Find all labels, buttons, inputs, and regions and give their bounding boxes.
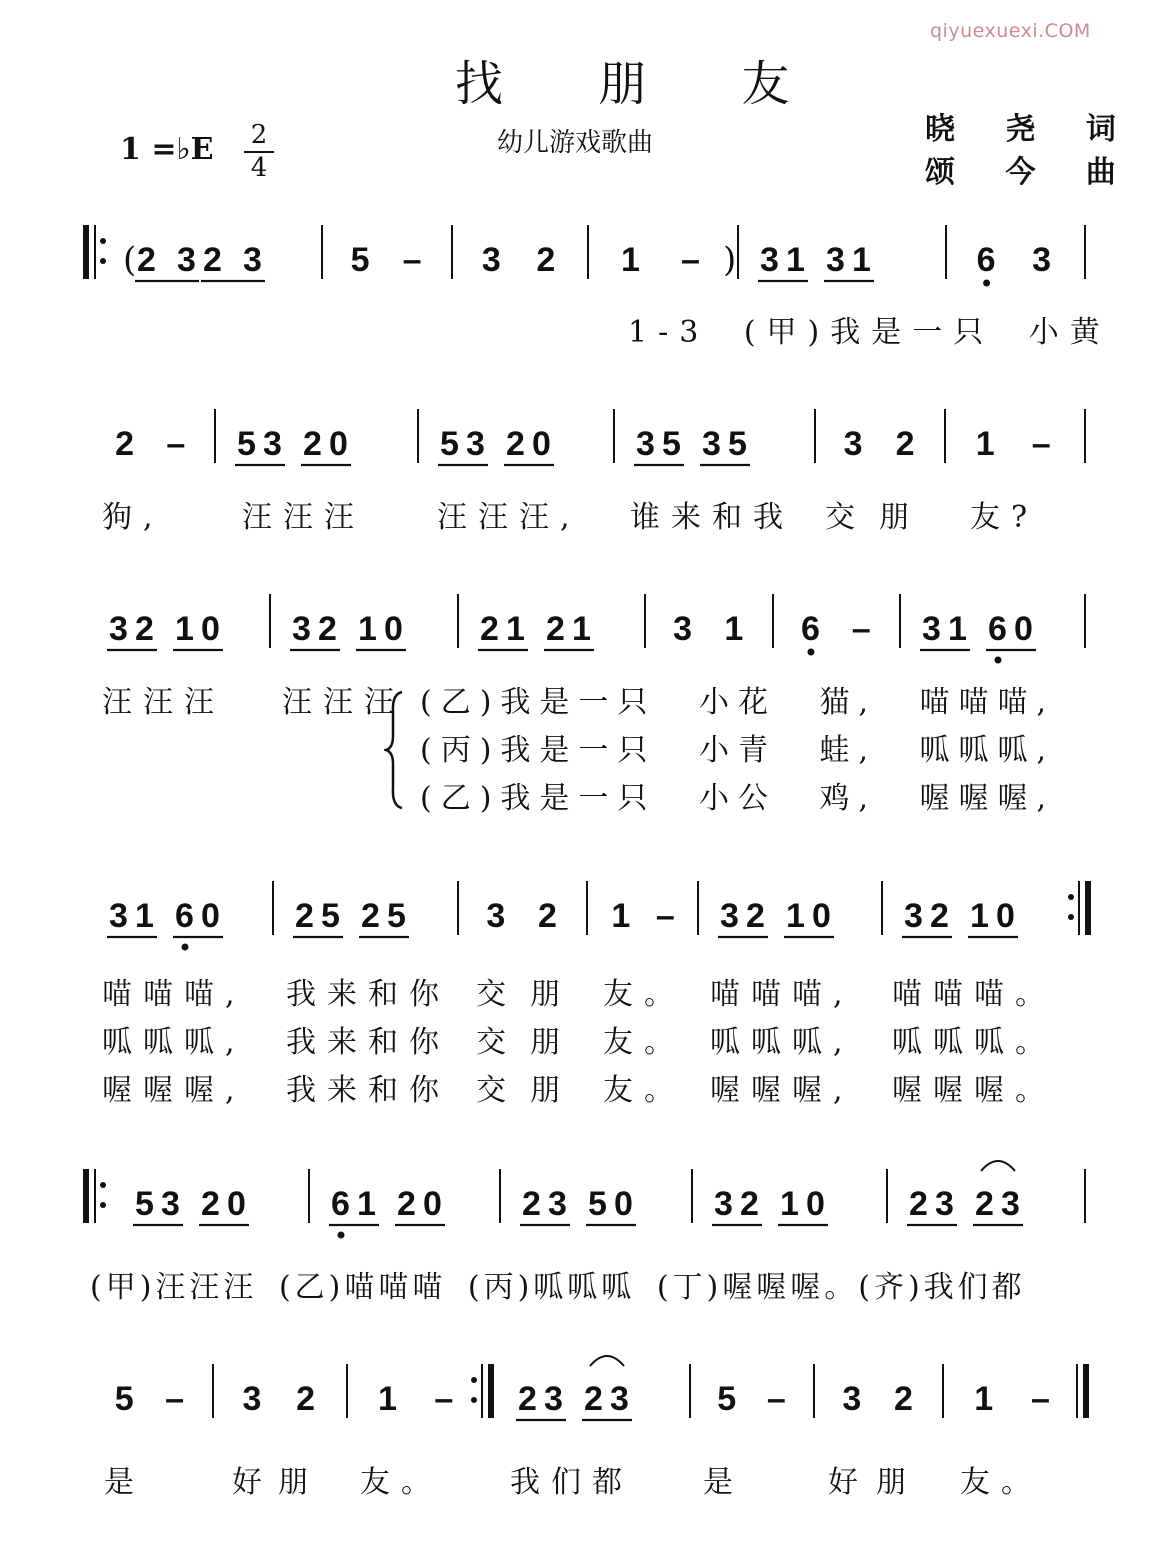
note-digit: 2 bbox=[536, 241, 556, 279]
lyric-word: 我来和你 bbox=[286, 1073, 450, 1108]
repeat-end-thick-bar bbox=[488, 1364, 494, 1418]
lyric-word: 喵喵喵, bbox=[710, 977, 854, 1012]
lyric-word: 呱呱呱。 bbox=[892, 1025, 1056, 1060]
repeat-start-thick-bar bbox=[83, 1169, 89, 1223]
lyric-word: 喔喔喔, bbox=[710, 1073, 854, 1108]
octave-dot bbox=[338, 1232, 345, 1239]
lyric-word: 交朋 bbox=[476, 1025, 584, 1060]
lyric-word: 呱呱呱, bbox=[710, 1025, 854, 1060]
note-digit: 3 bbox=[1001, 1185, 1020, 1223]
lyric-word: 友。 bbox=[960, 1465, 1042, 1500]
note-digit: 3 bbox=[826, 241, 845, 279]
lyric-word: 呱呱呱, bbox=[102, 1025, 246, 1060]
lyric-word: 交朋 bbox=[476, 1073, 584, 1108]
dash-note: – bbox=[166, 425, 186, 463]
note-digit: 5 bbox=[440, 425, 459, 463]
note-digit: 3 bbox=[177, 241, 196, 279]
note-digit: 2 bbox=[137, 241, 156, 279]
dash-note: – bbox=[165, 1380, 185, 1418]
note-digit: 1 bbox=[786, 897, 805, 935]
lyricist-credit: 晓 尧 词 bbox=[925, 112, 1136, 147]
lyric-word: 汪汪汪 bbox=[242, 500, 365, 535]
note-digit: 2 bbox=[506, 425, 525, 463]
lyric-word: 喵喵喵。 bbox=[892, 977, 1056, 1012]
note-digit: 6 bbox=[175, 897, 194, 935]
lyric-line-5: (甲)汪汪汪 (乙)喵喵喵 (丙)呱呱呱 (丁)喔喔喔。(齐)我们都 bbox=[90, 1270, 1026, 1305]
lyric-word: 友。 bbox=[603, 1073, 685, 1108]
dash-note: – bbox=[851, 610, 871, 648]
lyric-word: 友? bbox=[970, 500, 1039, 535]
note-digit: 5 bbox=[387, 897, 406, 935]
note-digit: 1 bbox=[970, 897, 989, 935]
lyric-word: 汪汪汪 bbox=[282, 685, 405, 720]
note-digit: 2 bbox=[893, 1380, 913, 1418]
lyric-word: 是 bbox=[104, 1465, 145, 1500]
watermark: qiyuexuexi.COM bbox=[930, 20, 1091, 42]
lyric-word: 喔喔喔。 bbox=[892, 1073, 1056, 1108]
note-digit: 5 bbox=[588, 1185, 607, 1223]
song-title: 找 朋 友 bbox=[455, 56, 830, 112]
note-digit: 3 bbox=[714, 1185, 733, 1223]
note-digit: 2 bbox=[303, 425, 322, 463]
note-digit: 2 bbox=[115, 425, 135, 463]
lyric-word: 汪汪汪, bbox=[437, 500, 581, 535]
note-digit: 3 bbox=[720, 897, 739, 935]
note-digit: 3 bbox=[481, 241, 501, 279]
slur bbox=[981, 1161, 1015, 1171]
note-digit: 1 bbox=[852, 241, 871, 279]
note-digit: 3 bbox=[1032, 241, 1052, 279]
repeat-dot bbox=[1068, 894, 1074, 900]
dash-note: – bbox=[402, 241, 422, 279]
note-digit: 2 bbox=[201, 1185, 220, 1223]
dash-note: – bbox=[655, 897, 675, 935]
note-digit: 0 bbox=[201, 610, 220, 648]
note-digit: 6 bbox=[976, 241, 996, 279]
dash-note: – bbox=[1031, 1380, 1050, 1418]
note-digit: 3 bbox=[548, 1185, 567, 1223]
note-digit: 0 bbox=[806, 1185, 825, 1223]
lyric-word: 我们都 bbox=[510, 1465, 633, 1500]
note-digit: 1 bbox=[506, 610, 525, 648]
note-digit: 1 bbox=[724, 610, 744, 648]
note-digit: 2 bbox=[584, 1380, 603, 1418]
lyric-word: 谁来和我 bbox=[630, 500, 794, 535]
note-digit: 3 bbox=[843, 425, 863, 463]
note-digit: 2 bbox=[895, 425, 915, 463]
verse-brace bbox=[384, 690, 406, 810]
note-digit: 5 bbox=[350, 241, 370, 279]
lyric-word: 交朋 bbox=[825, 500, 933, 535]
note-digit: 2 bbox=[522, 1185, 541, 1223]
verse-line-3: (乙)我是一只 小公 鸡, 喔喔喔, bbox=[420, 781, 1056, 816]
note-digit: 3 bbox=[673, 610, 693, 648]
lyric-word: 我来和你 bbox=[286, 1025, 450, 1060]
repeat-dot bbox=[100, 238, 106, 244]
repeat-start-thick-bar bbox=[83, 225, 89, 279]
note-digit: 2 bbox=[135, 610, 154, 648]
note-digit: 1 bbox=[175, 610, 194, 648]
note-digit: 0 bbox=[812, 897, 831, 935]
note-digit: 2 bbox=[546, 610, 565, 648]
lyric-word: 狗, bbox=[102, 500, 164, 535]
note-digit: 5 bbox=[728, 425, 747, 463]
note-digit: 2 bbox=[537, 897, 557, 935]
dash-note: – bbox=[1031, 425, 1051, 463]
dash-note: – bbox=[681, 241, 700, 279]
slur bbox=[590, 1356, 624, 1366]
key-signature: 1 =♭E bbox=[120, 132, 214, 167]
note-digit: 1 bbox=[611, 897, 631, 935]
note-digit: 3 bbox=[263, 425, 282, 463]
repeat-dot bbox=[100, 1202, 106, 1208]
octave-dot bbox=[983, 280, 990, 287]
repeat-dot bbox=[471, 1397, 477, 1403]
note-digit: 3 bbox=[466, 425, 485, 463]
note-digit: 3 bbox=[760, 241, 779, 279]
note-digit: 1 bbox=[378, 1380, 397, 1418]
song-subtitle: 幼儿游戏歌曲 bbox=[497, 128, 654, 158]
lyric-word: 喵喵喵, bbox=[102, 977, 246, 1012]
note-digit: 5 bbox=[237, 425, 256, 463]
note-digit: 3 bbox=[702, 425, 721, 463]
note-digit: 0 bbox=[1014, 610, 1033, 648]
note-digit: 0 bbox=[532, 425, 551, 463]
verse-line-1: (乙)我是一只 小花 猫, 喵喵喵, bbox=[420, 685, 1056, 720]
note-digit: 0 bbox=[384, 610, 403, 648]
repeat-dot bbox=[100, 1182, 106, 1188]
note-digit: 2 bbox=[518, 1380, 537, 1418]
note-digit: 2 bbox=[975, 1185, 994, 1223]
note-digit: 6 bbox=[331, 1185, 350, 1223]
note-digit: 1 bbox=[948, 610, 967, 648]
note-digit: 0 bbox=[227, 1185, 246, 1223]
octave-dot bbox=[182, 944, 189, 951]
note-digit: 2 bbox=[746, 897, 765, 935]
note-digit: 2 bbox=[909, 1185, 928, 1223]
note-digit: 5 bbox=[321, 897, 340, 935]
note-digit: 0 bbox=[201, 897, 220, 935]
note-digit: 2 bbox=[361, 897, 380, 935]
note-digit: 5 bbox=[135, 1185, 154, 1223]
repeat-dot bbox=[1068, 914, 1074, 920]
dash-note: – bbox=[434, 1380, 454, 1418]
repeat-dot bbox=[100, 258, 106, 264]
note-digit: 3 bbox=[904, 897, 923, 935]
note-digit: 3 bbox=[486, 897, 506, 935]
note-digit: 1 bbox=[572, 610, 591, 648]
lyric-word: 友。 bbox=[360, 1465, 442, 1500]
repeat-dot bbox=[471, 1377, 477, 1383]
note-digit: 0 bbox=[614, 1185, 633, 1223]
lyric-word: 我来和你 bbox=[286, 977, 450, 1012]
note-digit: 3 bbox=[922, 610, 941, 648]
paren: ) bbox=[723, 240, 737, 280]
lyric-word: 是 bbox=[703, 1465, 744, 1500]
note-digit: 3 bbox=[292, 610, 311, 648]
note-digit: 3 bbox=[242, 1380, 262, 1418]
lyric-word: 喔喔喔, bbox=[102, 1073, 246, 1108]
note-digit: 1 bbox=[358, 610, 377, 648]
note-digit: 2 bbox=[930, 897, 949, 935]
note-digit: 2 bbox=[740, 1185, 759, 1223]
lyric-word: 友。 bbox=[603, 1025, 685, 1060]
note-digit: 1 bbox=[786, 241, 805, 279]
note-digit: 3 bbox=[610, 1380, 629, 1418]
note-digit: 3 bbox=[109, 610, 128, 648]
time-signature-top: 2 bbox=[250, 120, 268, 150]
note-digit: 3 bbox=[109, 897, 128, 935]
note-digit: 1 bbox=[975, 425, 995, 463]
lyric-word: 好朋 bbox=[232, 1465, 324, 1500]
dash-note: – bbox=[766, 1380, 786, 1418]
note-digit: 2 bbox=[295, 897, 314, 935]
note-digit: 0 bbox=[329, 425, 348, 463]
note-digit: 5 bbox=[662, 425, 681, 463]
lyric-line-1: 1-3 (甲)我是一只 小黄 bbox=[628, 315, 1111, 350]
note-digit: 5 bbox=[114, 1380, 134, 1418]
final-thick-bar bbox=[1083, 1364, 1089, 1418]
note-digit: 3 bbox=[636, 425, 655, 463]
note-digit: 0 bbox=[996, 897, 1015, 935]
note-digit: 1 bbox=[135, 897, 154, 935]
octave-dot bbox=[995, 657, 1002, 664]
note-digit: 2 bbox=[296, 1380, 316, 1418]
lyric-word: 汪汪汪 bbox=[102, 685, 225, 720]
note-digit: 2 bbox=[480, 610, 499, 648]
note-digit: 1 bbox=[974, 1380, 994, 1418]
lyric-word: 友。 bbox=[603, 977, 685, 1012]
note-digit: 1 bbox=[780, 1185, 799, 1223]
note-digit: 3 bbox=[544, 1380, 563, 1418]
note-digit: 3 bbox=[161, 1185, 180, 1223]
note-digit: 2 bbox=[318, 610, 337, 648]
time-signature-bottom: 4 bbox=[250, 153, 268, 183]
note-digit: 6 bbox=[988, 610, 1007, 648]
note-digit: 3 bbox=[243, 241, 262, 279]
note-digit: 5 bbox=[717, 1380, 737, 1418]
note-digit: 3 bbox=[935, 1185, 954, 1223]
note-digit: 6 bbox=[800, 610, 820, 648]
repeat-end-thick-bar bbox=[1085, 881, 1091, 935]
note-digit: 0 bbox=[423, 1185, 442, 1223]
octave-dot bbox=[807, 649, 814, 656]
note-digit: 3 bbox=[842, 1380, 862, 1418]
note-digit: 1 bbox=[357, 1185, 376, 1223]
note-digit: 1 bbox=[621, 241, 640, 279]
lyric-word: 好朋 bbox=[828, 1465, 924, 1500]
note-digit: 2 bbox=[397, 1185, 416, 1223]
note-digit: 2 bbox=[203, 241, 222, 279]
verse-line-2: (丙)我是一只 小青 蛙, 呱呱呱, bbox=[420, 733, 1056, 768]
lyric-word: 交朋 bbox=[476, 977, 584, 1012]
paren: ( bbox=[123, 240, 137, 280]
composer-credit: 颂 今 曲 bbox=[925, 155, 1136, 190]
